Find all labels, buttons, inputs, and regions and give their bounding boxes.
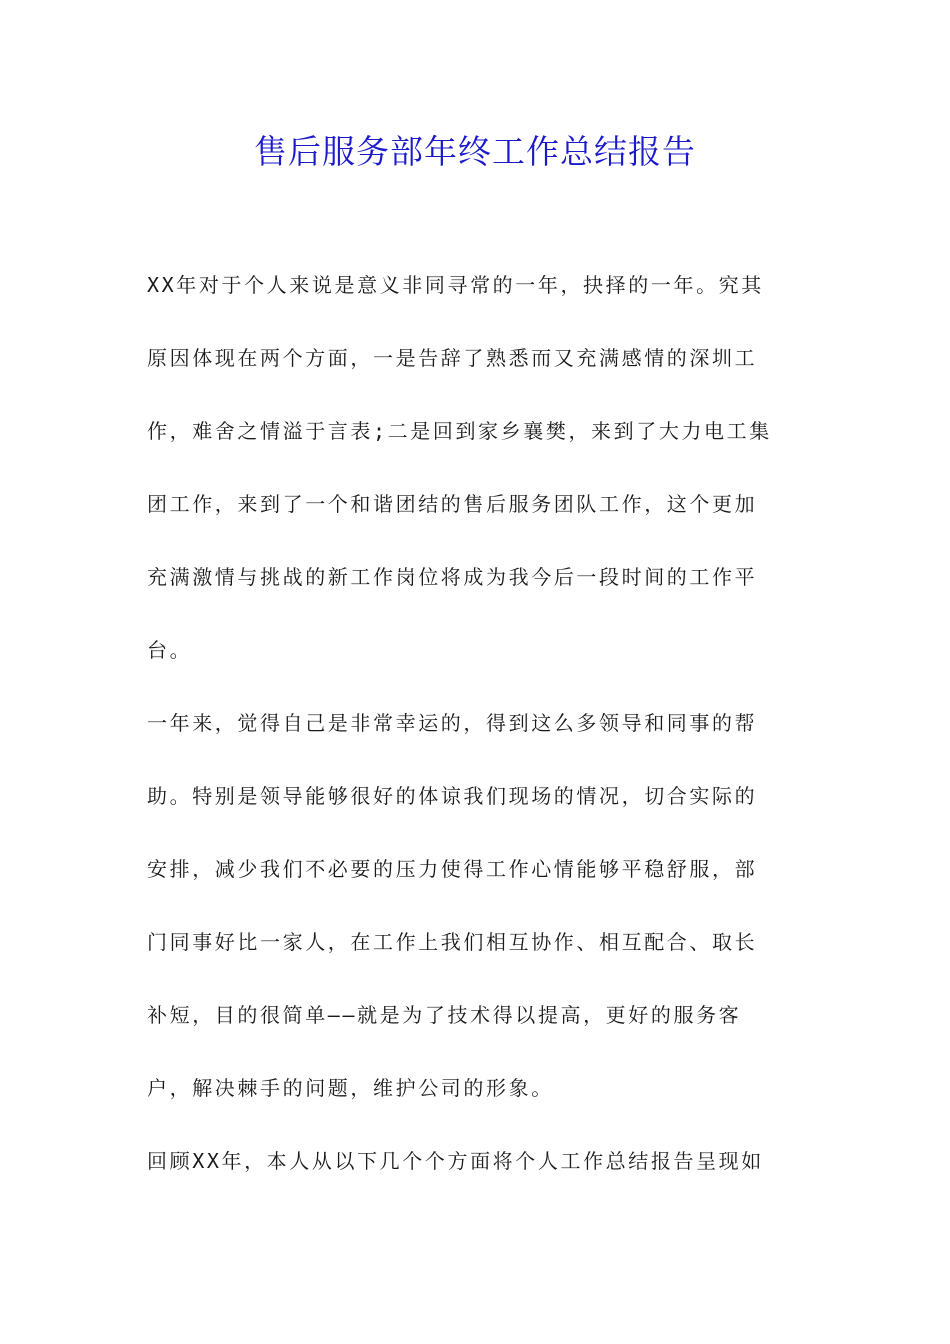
paragraph-2-line-4: 门同事好比一家人，在工作上我们相互协作、相互配合、取长 [147, 930, 758, 954]
paragraph-1-line-1: XX年对于个人来说是意义非同寻常的一年，抉择的一年。究其 [147, 273, 764, 297]
paragraph-1-line-2: 原因体现在两个方面，一是告辞了熟悉而又充满感情的深圳工 [147, 346, 758, 370]
document-body [147, 262, 807, 1211]
paragraph-1-line-3: 作，难舍之情溢于言表;二是回到家乡襄樊，来到了大力电工集 [147, 419, 772, 443]
paragraph-2-line-5: 补短，目的很简单——就是为了技术得以提高，更好的服务客 [147, 1003, 742, 1027]
paragraph-1-line-4: 团工作，来到了一个和谐团结的售后服务团队工作，这个更加 [147, 492, 758, 516]
paragraph-2-line-2: 助。特别是领导能够很好的体谅我们现场的情况，切合实际的 [147, 784, 758, 808]
paragraph-2-line-6: 户，解决棘手的问题，维护公司的形象。 [147, 1076, 554, 1100]
paragraph-2-line-1: 一年来，觉得自己是非常幸运的，得到这么多领导和同事的帮 [147, 711, 758, 735]
paragraph-3-line-1: 回顾XX年，本人从以下几个个方面将个人工作总结报告呈现如 [147, 1149, 764, 1173]
paragraph-1-line-6: 台。 [147, 638, 193, 662]
document-title: 售后服务部年终工作总结报告 [254, 132, 696, 171]
paragraph-1-line-5: 充满激情与挑战的新工作岗位将成为我今后一段时间的工作平 [147, 565, 758, 589]
paragraph-2-line-3: 安排，减少我们不必要的压力使得工作心情能够平稳舒服，部 [147, 857, 758, 881]
